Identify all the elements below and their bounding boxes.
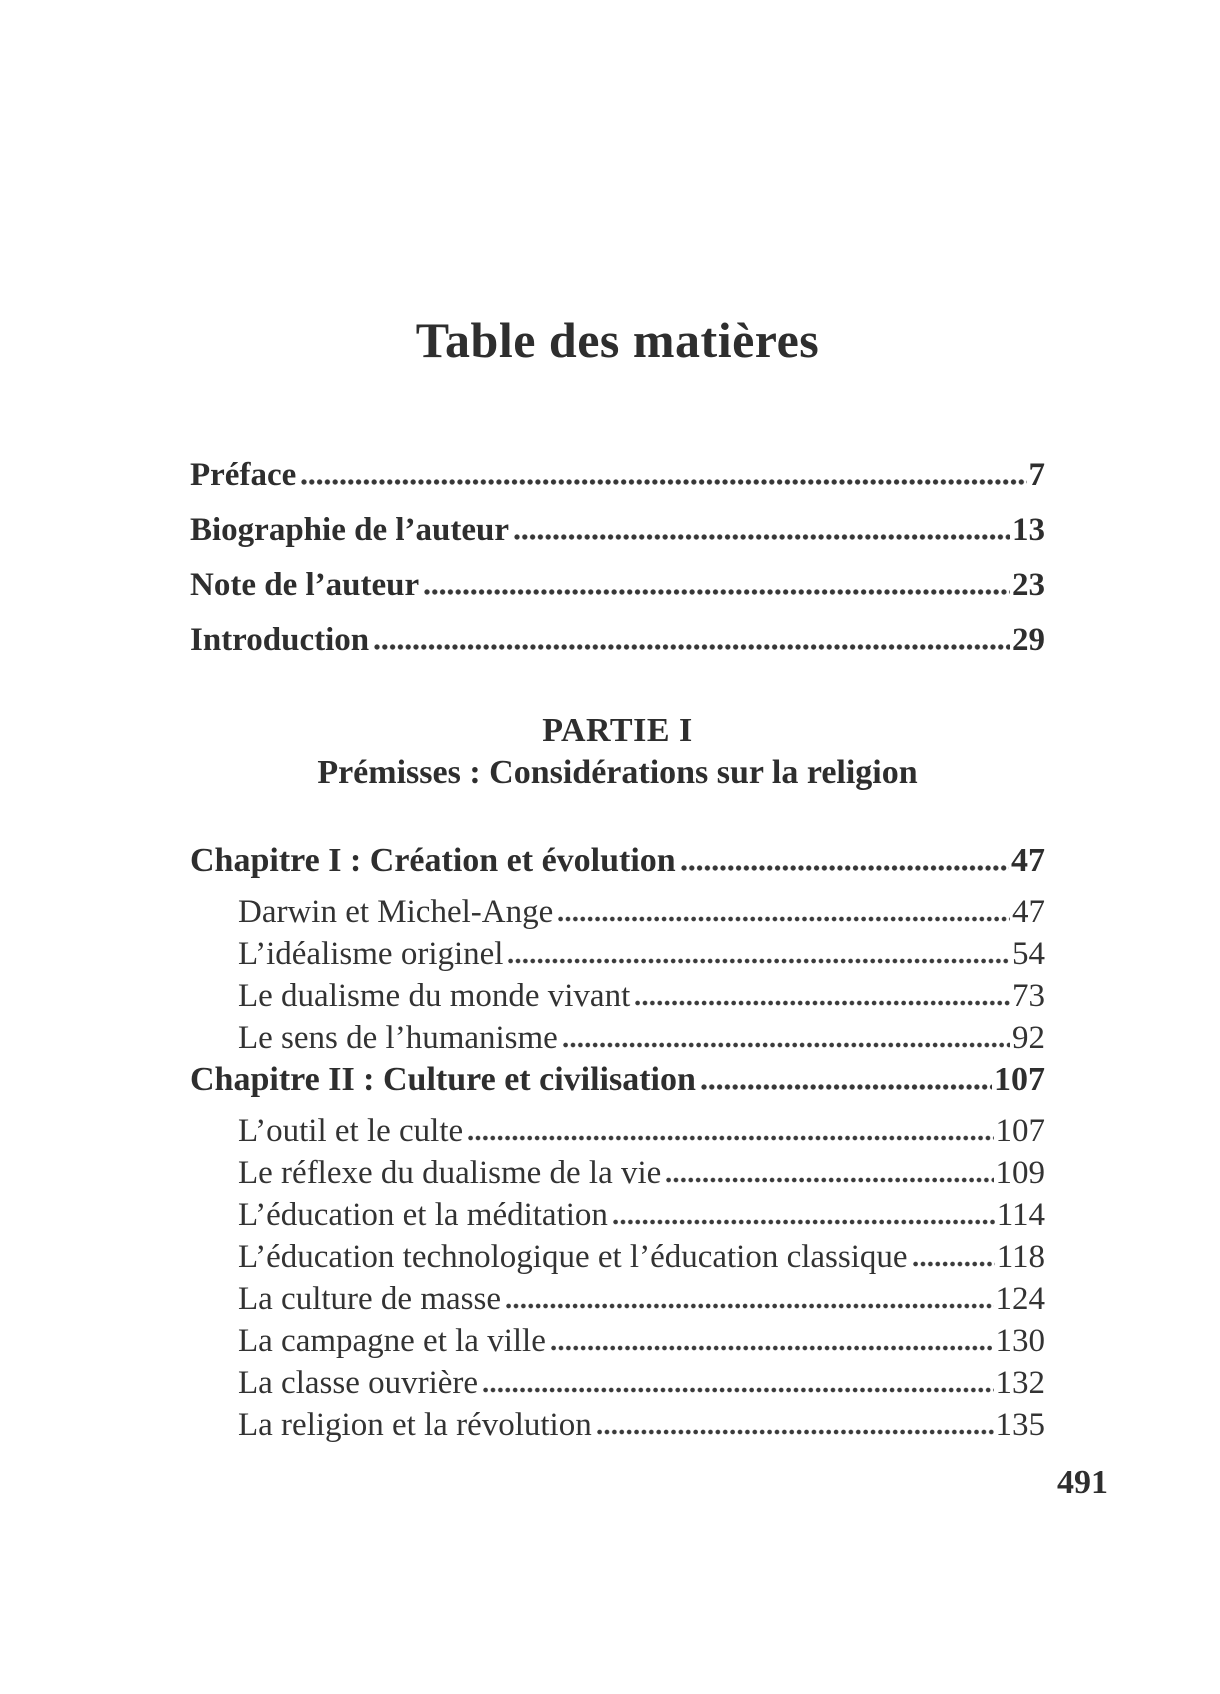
folio-page-number: 491 bbox=[1057, 1464, 1108, 1501]
toc-entry-page: 109 bbox=[995, 1155, 1045, 1191]
toc-entry bbox=[190, 613, 1045, 668]
part-subtitle: Prémisses : Considérations sur la religion bbox=[317, 754, 918, 791]
dot-leader bbox=[635, 1000, 1010, 1006]
dot-leader bbox=[701, 1084, 992, 1090]
dot-leader bbox=[913, 1261, 995, 1267]
toc-entry-label: Introduction bbox=[190, 622, 370, 658]
chapter-entries-list bbox=[190, 840, 1045, 1446]
toc-entry-page: 107 bbox=[994, 1061, 1045, 1098]
toc-entry-label: La religion et la révolution bbox=[238, 1407, 592, 1443]
dot-leader bbox=[597, 1429, 994, 1435]
toc-entry-page: 107 bbox=[995, 1113, 1045, 1149]
toc-entry-page: 23 bbox=[1012, 567, 1045, 603]
toc-entry bbox=[190, 1278, 1045, 1320]
toc-entry-page: 92 bbox=[1012, 1020, 1045, 1056]
dot-leader bbox=[301, 479, 1026, 485]
dot-leader bbox=[563, 1042, 1010, 1048]
toc-entry-label: La campagne et la ville bbox=[238, 1323, 546, 1359]
toc-entry-label: Chapitre I : Création et évolution bbox=[190, 842, 676, 879]
toc-entry-label: Biographie de l’auteur bbox=[190, 512, 509, 548]
toc-entry-page: 13 bbox=[1012, 512, 1045, 548]
dot-leader bbox=[551, 1345, 994, 1351]
dot-leader bbox=[613, 1219, 995, 1225]
dot-leader bbox=[514, 534, 1010, 540]
toc-entry bbox=[190, 1152, 1045, 1194]
toc-entry bbox=[190, 1059, 1045, 1101]
toc-entry bbox=[190, 891, 1045, 933]
toc-entry-page: 130 bbox=[995, 1323, 1045, 1359]
dot-leader bbox=[483, 1387, 993, 1393]
toc-entry-label: Préface bbox=[190, 457, 297, 493]
toc-entry-label: La classe ouvrière bbox=[238, 1365, 479, 1401]
part-number: PARTIE I bbox=[542, 712, 693, 749]
toc-entry-page: 135 bbox=[995, 1407, 1045, 1443]
dot-leader bbox=[506, 1303, 994, 1309]
toc-entry-page: 114 bbox=[996, 1197, 1045, 1233]
toc-entry bbox=[190, 975, 1045, 1017]
part-heading bbox=[190, 710, 1045, 794]
toc-entry bbox=[190, 448, 1045, 503]
toc-entry-label: L’idéalisme originel bbox=[238, 936, 504, 972]
toc-entry bbox=[190, 558, 1045, 613]
toc-entry-page: 132 bbox=[995, 1365, 1045, 1401]
toc-entry-label: L’outil et le culte bbox=[238, 1113, 464, 1149]
toc-entry-label: Le dualisme du monde vivant bbox=[238, 978, 631, 1014]
dot-leader bbox=[681, 865, 1009, 871]
toc-entry bbox=[190, 840, 1045, 882]
toc-entry-label: Le réflexe du dualisme de la vie bbox=[238, 1155, 662, 1191]
toc-entry bbox=[190, 933, 1045, 975]
toc-entry-label: Darwin et Michel-Ange bbox=[238, 894, 554, 930]
toc-entry-page: 47 bbox=[1012, 894, 1045, 930]
toc-entry bbox=[190, 1110, 1045, 1152]
toc-entry-page: 47 bbox=[1011, 842, 1045, 879]
dot-leader bbox=[424, 589, 1010, 595]
toc-entry bbox=[190, 503, 1045, 558]
toc-entry-label: La culture de masse bbox=[238, 1281, 501, 1317]
toc-entry-page: 7 bbox=[1028, 457, 1045, 493]
toc-entry-label: Note de l’auteur bbox=[190, 567, 420, 603]
toc-entry-page: 73 bbox=[1012, 978, 1045, 1014]
toc-entry-label: Le sens de l’humanisme bbox=[238, 1020, 558, 1056]
page-title: Table des matières bbox=[415, 312, 820, 368]
toc-entry bbox=[190, 1017, 1045, 1059]
dot-leader bbox=[558, 916, 1010, 922]
toc-entry-page: 118 bbox=[996, 1239, 1045, 1275]
toc-entry bbox=[190, 1236, 1045, 1278]
toc-entry bbox=[190, 1404, 1045, 1446]
dot-leader bbox=[374, 644, 1010, 650]
toc-entry-page: 54 bbox=[1012, 936, 1045, 972]
dot-leader bbox=[666, 1177, 993, 1183]
toc-entry-page: 124 bbox=[995, 1281, 1045, 1317]
toc-entry bbox=[190, 1194, 1045, 1236]
dot-leader bbox=[508, 958, 1010, 964]
front-matter-list bbox=[190, 448, 1045, 668]
toc-entry-page: 29 bbox=[1012, 622, 1045, 658]
toc-entry-label: L’éducation et la méditation bbox=[238, 1197, 608, 1233]
toc-entry bbox=[190, 1362, 1045, 1404]
toc-entry-label: L’éducation technologique et l’éducation classique bbox=[238, 1239, 908, 1275]
toc-entry-label: Chapitre II : Culture et civilisation bbox=[190, 1061, 696, 1098]
dot-leader bbox=[468, 1135, 993, 1141]
toc-entry bbox=[190, 1320, 1045, 1362]
